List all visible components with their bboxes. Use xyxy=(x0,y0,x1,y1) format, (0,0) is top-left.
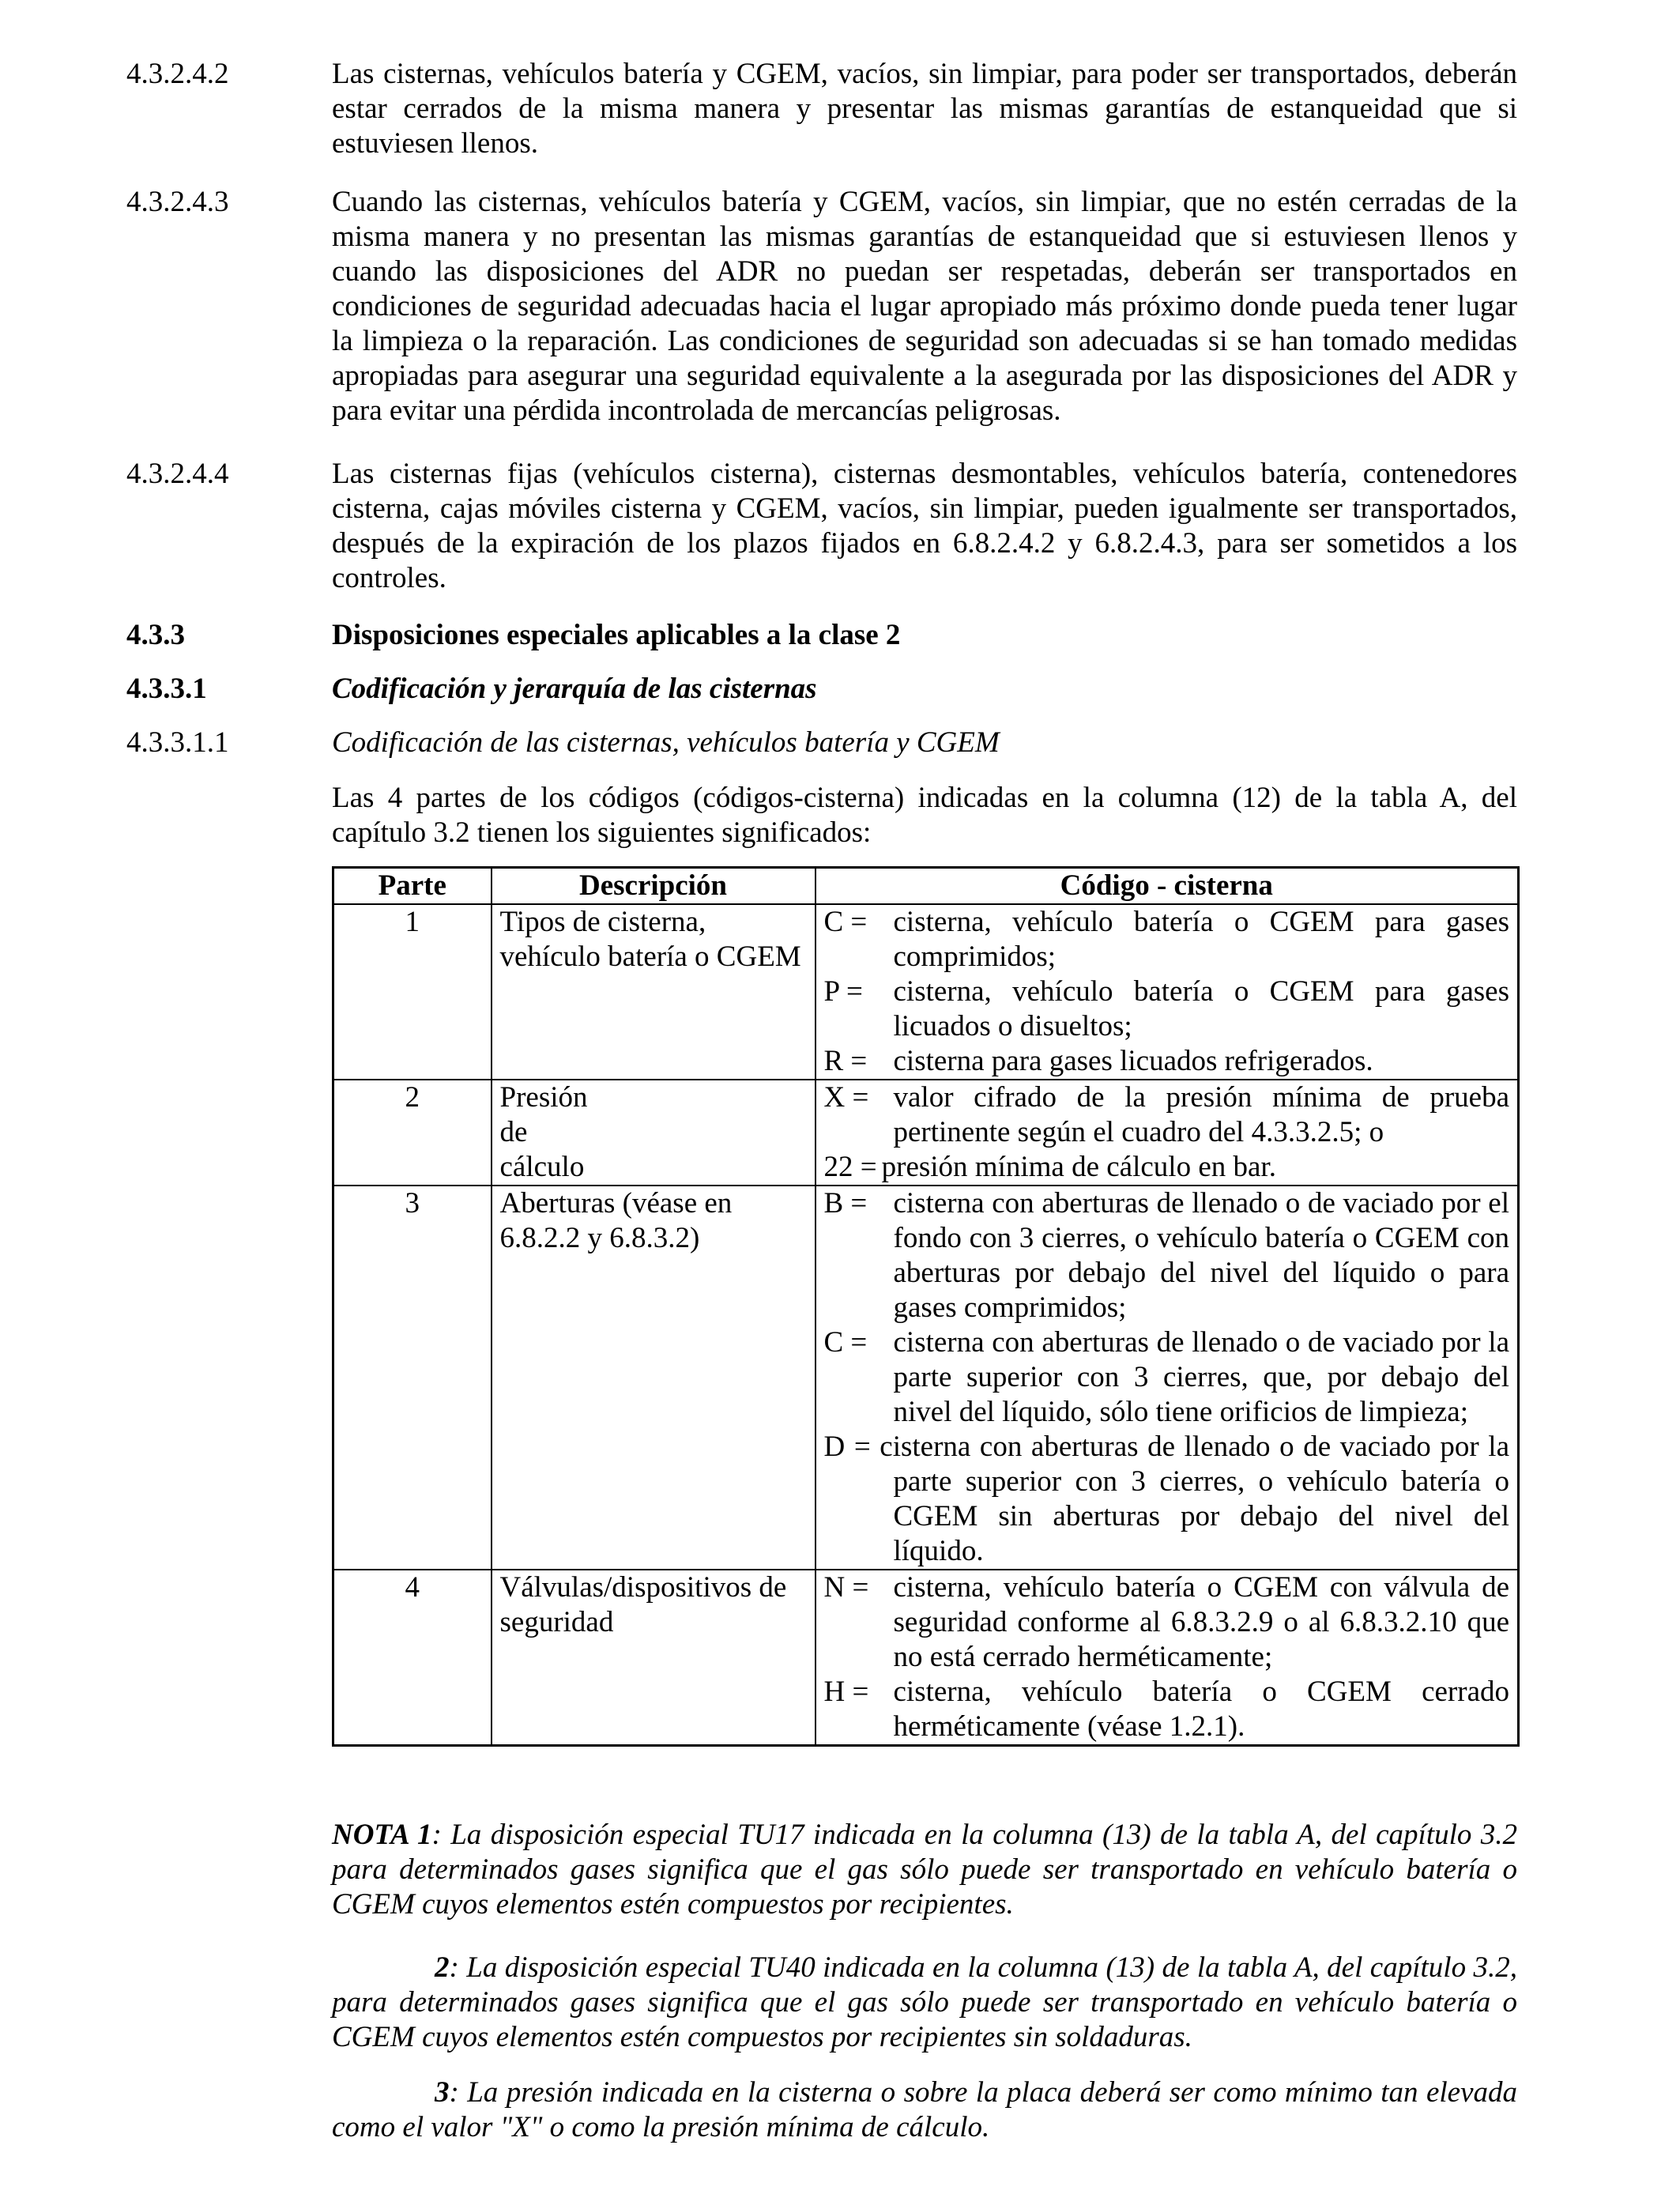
description-cell: Tipos de cisterna, vehículo batería o CGEM xyxy=(492,904,816,1080)
code-value: cisterna con aberturas de llenado o de vaciado por la parte superior con 3 cierres, que, por debajo del nivel del líquido, sólo tiene orificios de limpieza; xyxy=(893,1326,1509,1428)
code-key: C = xyxy=(823,1326,868,1359)
code-entry xyxy=(824,905,1510,974)
code-value: presión mínima de cálculo en bar. xyxy=(881,1151,1276,1183)
code-entry xyxy=(824,1150,1510,1185)
section-subheading: Codificación de las cisternas, vehículos batería y CGEM xyxy=(332,726,1000,759)
code-cell xyxy=(816,904,1519,1080)
code-entry xyxy=(824,1080,1510,1150)
note-label: 3 xyxy=(435,2076,450,2109)
code-entry xyxy=(824,974,1510,1044)
code-value: cisterna con aberturas de llenado o de vaciado por el fondo con 3 cierres, o vehículo batería o CGEM con aberturas por debajo del nivel del líquido o para gases comprimidos; xyxy=(893,1187,1509,1324)
code-key: B = xyxy=(823,1187,868,1220)
section-number: 4.3.2.4.3 xyxy=(126,186,229,218)
section-4-3-3-1-1 xyxy=(126,726,1517,760)
section-4-3-3-1 xyxy=(126,672,1517,707)
intro-section xyxy=(126,781,1517,850)
code-key: X = xyxy=(823,1081,869,1114)
section-text: Las cisternas, vehículos batería y CGEM, vacíos, sin limpiar, para poder ser transportados, deberán estar cerrados de la misma manera y presentar las mismas garantías de estanqueidad que si estuviesen llenos. xyxy=(332,58,1517,160)
code-key: R = xyxy=(823,1045,868,1077)
section-4-3-3 xyxy=(126,618,1517,653)
code-key: P = xyxy=(823,975,863,1008)
section-heading: Disposiciones especiales aplicables a la clase 2 xyxy=(332,619,901,651)
code-value: cisterna para gases licuados refrigerados. xyxy=(893,1045,1373,1077)
code-cell xyxy=(816,1080,1519,1186)
note-label: 2 xyxy=(435,1951,450,1984)
part-cell: 1 xyxy=(333,904,492,1080)
code-value: cisterna con aberturas de llenado o de vaciado por la parte superior con 3 cierres, o vehículo batería o CGEM sin aberturas por debajo del nivel del líquido. xyxy=(880,1431,1509,1567)
table-row xyxy=(333,904,1519,1080)
section-4-3-2-4-2 xyxy=(126,57,1517,161)
note-text: : La disposición especial TU17 indicada en la columna (13) de la tabla A, del capítulo 3.2 para determinados gases significa que el gas sólo puede ser transportado en vehículo batería o CGEM cuyos elementos estén compuestos por recipientes. xyxy=(332,1819,1518,1921)
code-cell xyxy=(816,1570,1519,1746)
code-key: C = xyxy=(823,906,868,938)
section-number: 4.3.2.4.4 xyxy=(126,458,229,490)
header-description: Descripción xyxy=(492,868,816,905)
note-text: : La disposición especial TU40 indicada en la columna (13) de la tabla A, del capítulo 3.2, para determinados gases significa que el gas sólo puede ser transportado en vehículo batería o CGEM cuyos elementos estén compuestos por recipientes sin soldaduras. xyxy=(332,1951,1517,2053)
code-key: H = xyxy=(823,1676,869,1708)
table-row xyxy=(333,1080,1519,1186)
note-3 xyxy=(332,2075,1517,2145)
code-entry xyxy=(824,1186,1510,1325)
tank-code-table-wrapper xyxy=(332,866,1517,1747)
section-4-3-2-4-4 xyxy=(126,457,1517,596)
header-part: Parte xyxy=(333,868,492,905)
code-entry xyxy=(824,1675,1510,1744)
section-text: Las cisternas fijas (vehículos cisterna), cisternas desmontables, vehículos batería, contenedores cisterna, cajas móviles cisterna y CGEM, vacíos, sin limpiar, pueden igualmente ser transportados, después de la expiración de los plazos fijados en 6.8.2.4.2 y 6.8.2.4.3, para ser sometidos a los controles. xyxy=(332,458,1517,594)
code-entry xyxy=(824,1570,1510,1675)
part-cell: 4 xyxy=(333,1570,492,1746)
code-value: valor cifrado de la presión mínima de prueba pertinente según el cuadro del 4.3.3.2.5; o xyxy=(893,1081,1509,1148)
code-value: cisterna, vehículo batería o CGEM con válvula de seguridad conforme al 6.8.3.2.9 o al 6.8.3.2.10 que no está cerrado herméticamente; xyxy=(893,1571,1509,1673)
section-heading: Codificación y jerarquía de las cisternas xyxy=(332,673,817,705)
section-text: Cuando las cisternas, vehículos batería y CGEM, vacíos, sin limpiar, que no estén cerradas de la misma manera y no presentan las mismas garantías de estanqueidad que si estuviesen llenos y cuando las disposiciones del ADR no puedan ser respetadas, deberán ser transportados en condiciones de seguridad adecuadas hacia el lugar apropiado más próximo donde pueda tener lugar la limpieza o la reparación. Las condiciones de seguridad son adecuadas si se han tomado medidas apropiadas para asegurar una seguridad equivalente a la asegurada por las disposiciones del ADR y para evitar una pérdida incontrolada de mercancías peligrosas. xyxy=(332,186,1517,427)
intro-paragraph: Las 4 partes de los códigos (códigos-cisterna) indicadas en la columna (12) de la tabla A, del capítulo 3.2 tienen los siguientes significados: xyxy=(332,782,1517,849)
code-entry xyxy=(824,1044,1510,1079)
section-number: 4.3.3.1 xyxy=(126,673,207,705)
section-number: 4.3.3.1.1 xyxy=(126,726,229,759)
description-text: Presión de cálculo xyxy=(499,1081,588,1183)
note-label: NOTA 1 xyxy=(332,1819,432,1851)
table-row xyxy=(333,1186,1519,1570)
code-value: cisterna, vehículo batería o CGEM cerrado herméticamente (véase 1.2.1). xyxy=(893,1676,1509,1743)
note-1 xyxy=(332,1818,1517,1922)
table-header-row xyxy=(333,868,1519,905)
code-key: 22 = xyxy=(823,1151,877,1183)
section-4-3-2-4-3 xyxy=(126,185,1517,428)
code-key: N = xyxy=(823,1571,869,1604)
code-entry xyxy=(824,1430,1510,1569)
note-text: : La presión indicada en la cisterna o sobre la placa deberá ser como mínimo tan elevada como el valor "X" o como la presión mínima de cálculo. xyxy=(332,2076,1517,2143)
code-cell xyxy=(816,1186,1519,1570)
part-cell: 3 xyxy=(333,1186,492,1570)
description-cell: Aberturas (véase en 6.8.2.2 y 6.8.3.2) xyxy=(492,1186,816,1570)
section-number: 4.3.2.4.2 xyxy=(126,58,229,90)
tank-code-table xyxy=(332,866,1520,1747)
section-number: 4.3.3 xyxy=(126,619,185,651)
description-cell xyxy=(492,1080,816,1186)
code-value: cisterna, vehículo batería o CGEM para gases licuados o disueltos; xyxy=(893,975,1509,1042)
header-code: Código - cisterna xyxy=(816,868,1519,905)
code-entry xyxy=(824,1325,1510,1430)
code-key: D = xyxy=(823,1431,871,1463)
note-2 xyxy=(332,1951,1517,2055)
description-cell: Válvulas/dispositivos de seguridad xyxy=(492,1570,816,1746)
code-value: cisterna, vehículo batería o CGEM para gases comprimidos; xyxy=(893,906,1509,973)
part-cell: 2 xyxy=(333,1080,492,1186)
table-row xyxy=(333,1570,1519,1746)
